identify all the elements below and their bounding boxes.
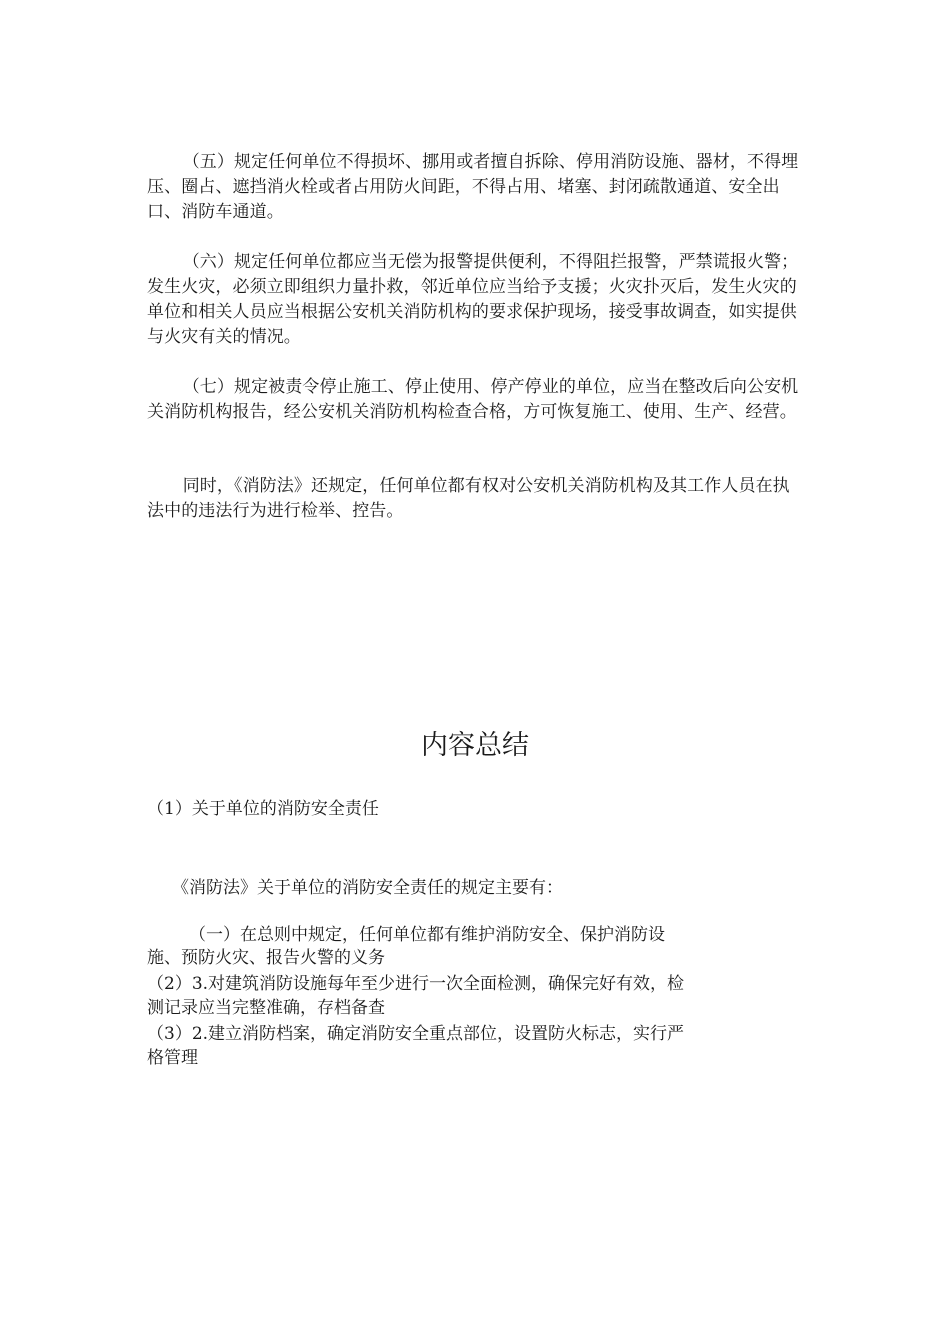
summary-item-2-line1: （2）3.对建筑消防设施每年至少进行一次全面检测，确保完好有效，检 — [147, 974, 685, 994]
summary-item-2-line2: 测记录应当完整准确，存档备查 — [147, 998, 385, 1018]
paragraph-five: （五）规定任何单位不得损坏、挪用或者擅自拆除、停用消防设施、器材，不得埋压、圈占、遮挡消火栓或者占用防火间距，不得占用、堵塞、封闭疏散通道、安全出口、消防车通道。 — [147, 152, 799, 222]
paragraph-six: （六）规定任何单位都应当无偿为报警提供便利，不得阻拦报警，严禁谎报火警；发生火灾，必须立即组织力量扑救，邻近单位应当给予支援；火灾扑灭后，发生火灾的单位和相关人员应当根据公安机关消防机构的要求保护现场，接受事故调查，如实提供与火灾有关的情况。 — [147, 252, 799, 347]
summary-item-3-line1: （3）2.建立消防档案，确定消防安全重点部位，设置防火标志，实行严 — [147, 1024, 685, 1044]
summary-title: 内容总结 — [421, 730, 529, 761]
paragraph-seven: （七）规定被责令停止施工、停止使用、停产停业的单位，应当在整改后向公安机关消防机构报告，经公安机关消防机构检查合格，方可恢复施工、使用、生产、经营。 — [147, 377, 799, 422]
summary-item-3-line2: 格管理 — [147, 1048, 198, 1068]
summary-sub1-line1: （一）在总则中规定，任何单位都有维护消防安全、保护消防设 — [189, 925, 665, 945]
paragraph-conclusion: 同时，《消防法》还规定，任何单位都有权对公安机关消防机构及其工作人员在执法中的违法行为进行检举、控告。 — [147, 476, 790, 521]
summary-sub1-line2: 施、预防火灾、报告火警的义务 — [147, 948, 385, 968]
summary-intro: 《消防法》关于单位的消防安全责任的规定主要有： — [172, 878, 563, 898]
summary-item-1: （1）关于单位的消防安全责任 — [147, 799, 379, 819]
